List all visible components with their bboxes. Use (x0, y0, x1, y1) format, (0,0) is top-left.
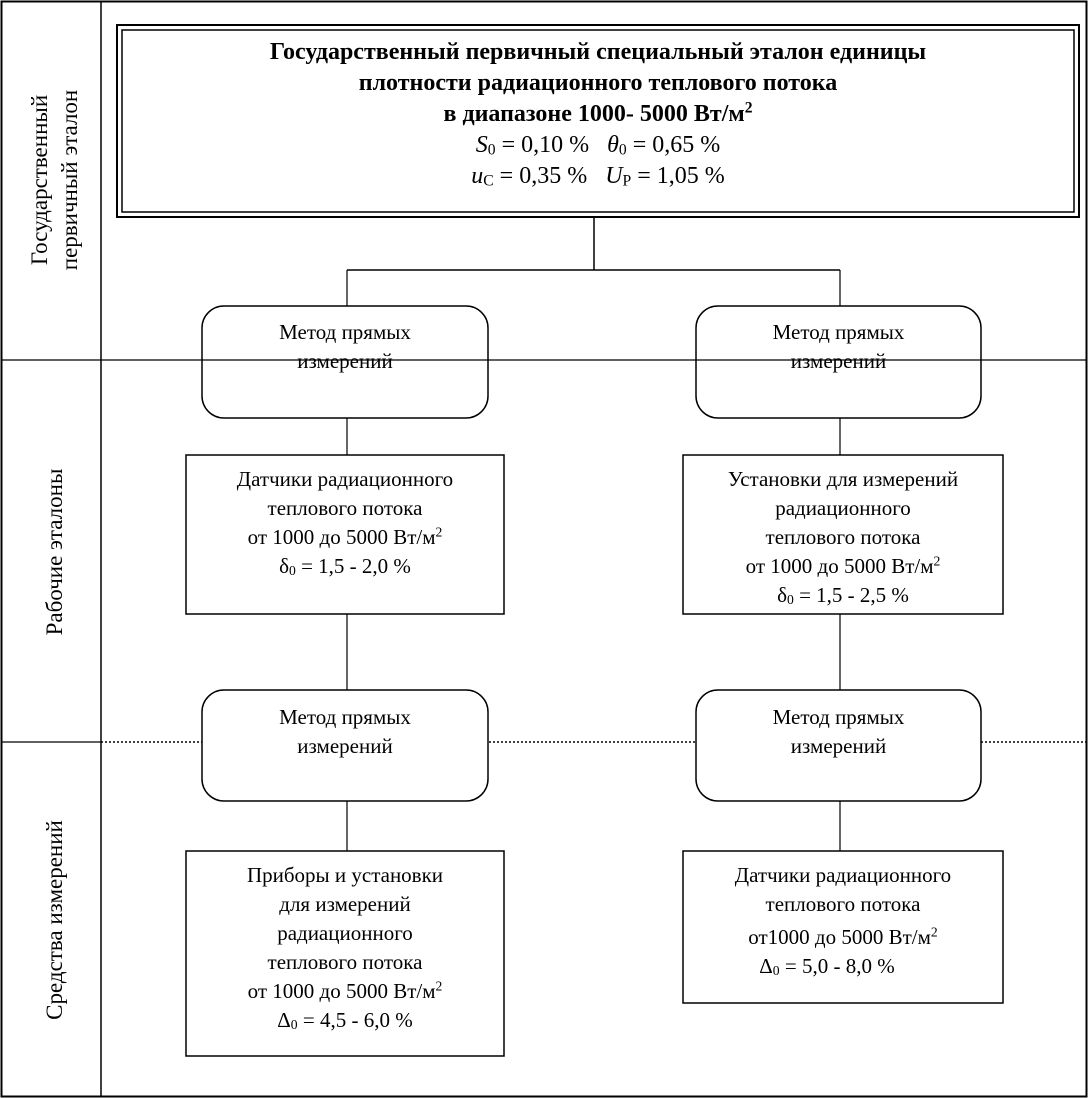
top-standard-params-1: $S_0 = 0,10$ % $\theta_0 = 0,65$ % (475, 132, 721, 159)
method-label-left-2: Метод прямых измерений (279, 705, 411, 758)
side-label-state-line2: первичный эталон (57, 89, 82, 271)
side-label-state-standard (25, 90, 85, 270)
working-text-left: Датчики радиационного теплового потока от 1000 до 5000 $Вт/м^2$ $\delta_0 = 1,5 - 2,0$ % (236, 467, 454, 579)
side-label-working-standards: Рабочие эталоны (42, 468, 67, 636)
method-label-right-1: Метод прямых измерений (772, 320, 905, 373)
top-standard-params-2: $u_C = 0,35$ % $U_P = 1,05$ % (471, 163, 725, 190)
method-label-left-1: Метод прямых измерений (279, 320, 411, 373)
side-label-state-line1: Государственный (27, 94, 52, 266)
top-standard-line3: в диапазоне 1000- 5000 $Вт/м^2$ (443, 99, 753, 127)
method-label-right-2: Метод прямых измерений (772, 705, 905, 758)
side-label-measuring-instruments: Средства измерений (42, 820, 67, 1020)
top-standard-line1: Государственный первичный специальный эталон единицы (269, 39, 927, 65)
instrument-text-left: Приборы и установки для измерений радиационного теплового потока от 1000 до 5000 $Вт/м^2$ $\Delta_0 = 4,5 - 6,0$ % (246, 863, 444, 1033)
working-text-right: Установки для измерений радиационного теплового потока от 1000 до 5000 $Вт/м^2$ $\delta_0 = 1,5 - 2,5$ % (727, 467, 959, 608)
top-standard-line2: плотности радиационного теплового потока (358, 70, 838, 96)
top-standard-text (124, 37, 1072, 192)
instrument-text-right: Датчики радиационного теплового потока от1000 до 5000 $Вт/м^2$ $\Delta_0 = 5,0 - 8,0$ % (734, 863, 952, 979)
